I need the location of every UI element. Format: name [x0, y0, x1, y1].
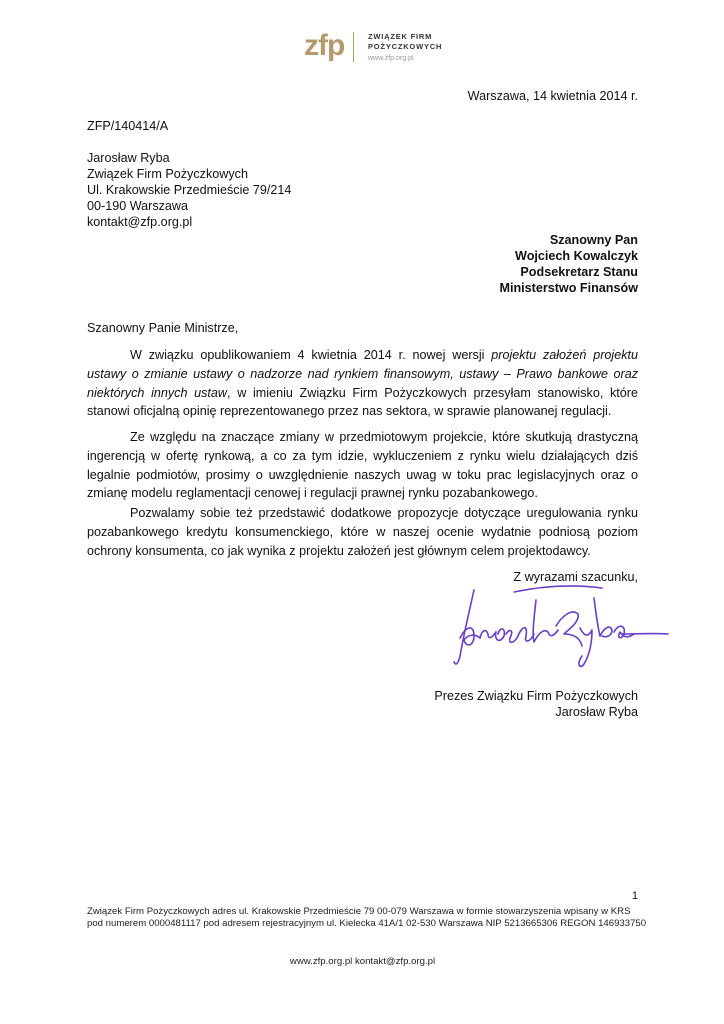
signer-title: Prezes Związku Firm Pożyczkowych	[434, 689, 638, 703]
sender-address	[87, 150, 387, 230]
signer-block	[340, 688, 638, 720]
paragraph-1-rest: , w imieniu Związku Firm Pożyczkowych przesyłam stanowisko, które stanowi oficjalną opinię reprezentowanego przez nas sektora, w sprawie planowanej regulacji.	[87, 385, 638, 419]
recipient-line: Ministerstwo Finansów	[499, 281, 638, 295]
paragraph-1-intro: W związku opublikowaniem 4 kwietnia 2014 r. nowej wersji	[130, 348, 492, 362]
sender-line: Jarosław Ryba	[87, 151, 170, 165]
recipient-line: Szanowny Pan	[549, 233, 638, 247]
paragraph-1	[87, 346, 638, 421]
recipient-address	[380, 232, 638, 296]
organization-logo	[304, 28, 454, 68]
footer-contact: www.zfp.org.pl kontakt@zfp.org.pl	[289, 956, 436, 967]
handwritten-signature	[452, 578, 672, 678]
logo-divider	[353, 32, 354, 62]
signature-drawing	[452, 578, 672, 678]
salutation: Szanowny Panie Ministrze,	[87, 321, 239, 335]
closing: Z wyrazami szacunku,	[513, 570, 638, 584]
logo-website: www.zfp.org.pl	[368, 55, 414, 62]
recipient-line: Wojciech Kowalczyk	[515, 249, 638, 263]
paragraph-1-bill-title: projektu założeń projektu ustawy o zmianie ustawy o nadzorze nad rynkiem finansowym, ustawy – Prawo bankowe oraz niektórych innych ustaw	[87, 348, 639, 400]
place-date: Warszawa, 14 kwietnia 2014 r.	[467, 89, 638, 103]
signer-name: Jarosław Ryba	[555, 705, 638, 719]
footer-registration: Związek Firm Pożyczkowych adres ul. Krakowskie Przedmieście 79 00-079 Warszawa w formie stowarzyszenia wpisany w KRS pod numerem 0000481117 pod adresem rejestracyjnym ul. Kielecka 41A/1 02-530 Warszawa NIP 5213665306 REGON 146933750	[87, 906, 647, 929]
sender-line: Związek Firm Pożyczkowych	[87, 167, 248, 181]
logo-mark: zfp	[304, 29, 345, 62]
sender-line: 00-190 Warszawa	[87, 199, 189, 213]
logo-name-line2: POŻYCZKOWYCH	[368, 42, 443, 51]
reference-number: ZFP/140414/A	[87, 119, 169, 133]
paragraph-3: Pozwalamy sobie też przedstawić dodatkowe propozycje dotyczące uregulowania rynku pozabankowego kredytu konsumenckiego, które w naszej ocenie wydatnie podniosą poziom ochrony konsumenta, co jak wynika z projektu założeń jest głównym celem projektodawcy.	[87, 506, 638, 558]
logo-name-line1: ZWIĄZEK FIRM	[368, 32, 433, 41]
sender-line: Ul. Krakowskie Przedmieście 79/214	[87, 183, 292, 197]
page-number: 1	[631, 890, 638, 902]
sender-line: kontakt@zfp.org.pl	[87, 215, 193, 229]
recipient-line: Podsekretarz Stanu	[520, 265, 638, 279]
paragraph-2: Ze względu na znaczące zmiany w przedmiotowym projekcie, które skutkują drastyczną ingerencją w ofertę rynkową, a co za tym idzie, wykluczeniem z rynku wielu działających dziś legalnie podmiotów, prosimy o uwzględnienie naszych uwag w toku prac legislacyjnych oraz o zmianę modelu reglamentacji cenowej i regulacji prawnej rynku pozabankowego.	[87, 430, 638, 501]
